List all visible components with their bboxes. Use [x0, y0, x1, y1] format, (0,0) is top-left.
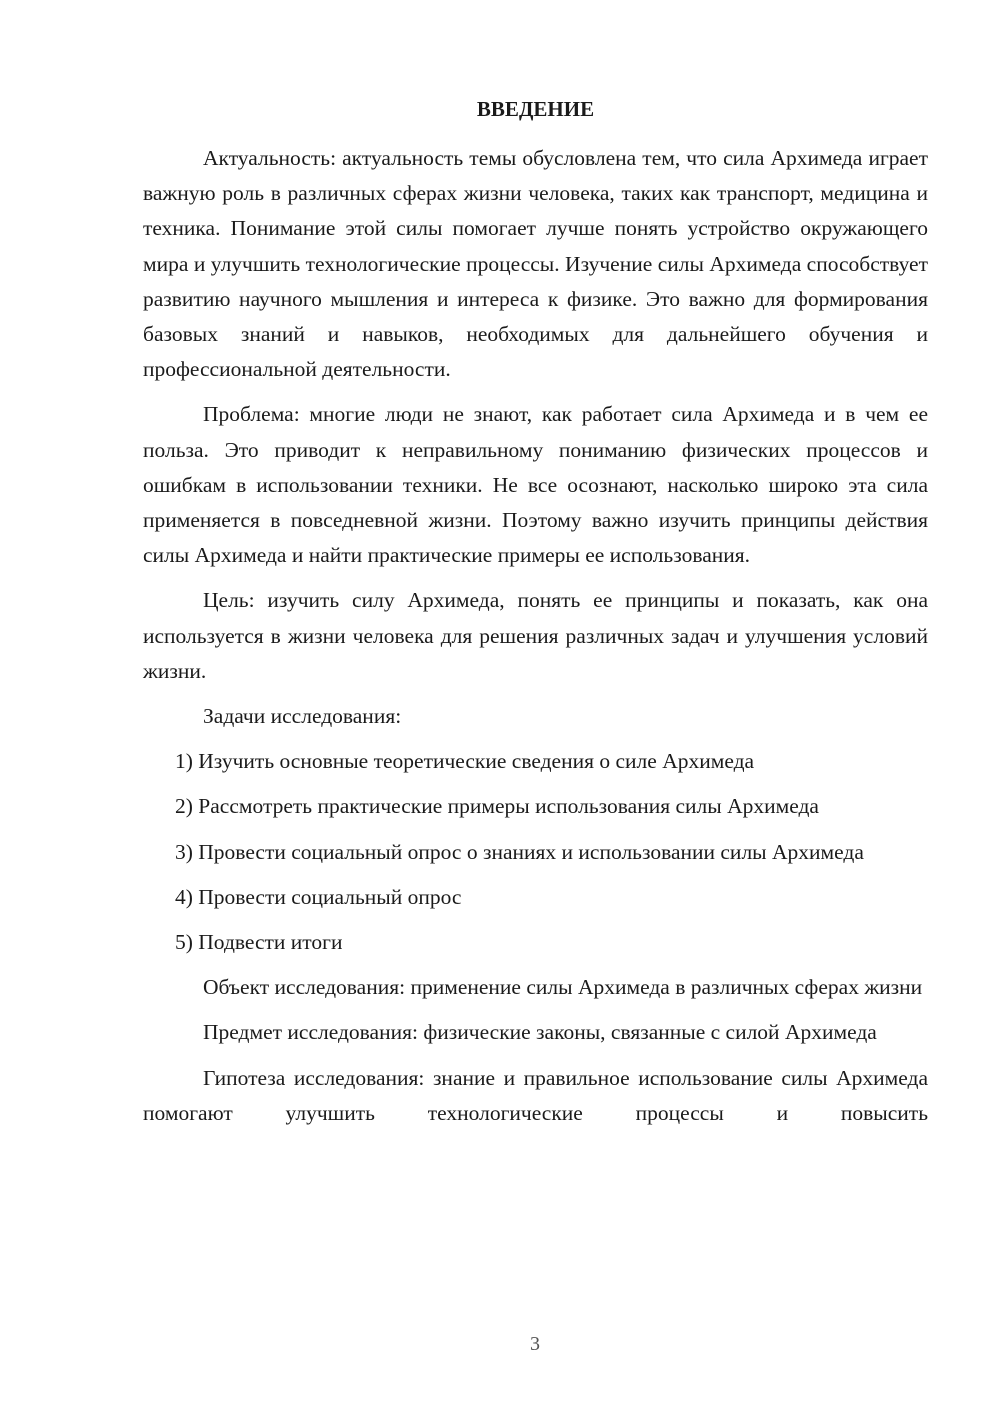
page-content [143, 92, 928, 1141]
problem-paragraph: Проблема: многие люди не знают, как работает сила Архимеда и в чем ее польза. Это приводит к неправильному пониманию физических процессов и ошибкам в использовании техники. Не все осознают, насколько широко эта сила применяется в повседневной жизни. Поэтому важно изучить принципы действия силы Архимеда и найти практические примеры ее использования. [143, 402, 928, 568]
subject-paragraph: Предмет исследования: физические законы, связанные с силой Архимеда [203, 1020, 877, 1045]
task-item: 2) Рассмотреть практические примеры использования силы Архимеда [175, 794, 819, 819]
goal-paragraph: Цель: изучить силу Архимеда, понять ее принципы и показать, как она используется в жизни человека для решения различных задач и улучшения условий жизни. [143, 588, 928, 683]
hypothesis-paragraph: Гипотеза исследования: знание и правильное использование силы Архимеда помогают улучшить технологические процессы и повысить [143, 1065, 928, 1125]
relevance-paragraph: Актуальность: актуальность темы обусловлена тем, что сила Архимеда играет важную роль в различных сферах жизни человека, таких как транспорт, медицина и техника. Понимание этой силы помогает лучше понять устройство окружающего мира и улучшить технологические процессы. Изучение силы Архимеда способствует развитию научного мышления и интереса к физике. Это важно для формирования базовых знаний и навыков, необходимых для дальнейшего обучения и профессиональной деятельности. [143, 146, 928, 382]
task-item: 1) Изучить основные теоретические сведения о силе Архимеда [175, 749, 755, 774]
task-item: 4) Провести социальный опрос [175, 884, 462, 909]
tasks-heading: Задачи исследования: [203, 704, 402, 729]
page-number: 3 [530, 1333, 540, 1355]
section-heading: ВВЕДЕНИЕ [476, 97, 595, 121]
task-item: 3) Провести социальный опрос о знаниях и использовании силы Архимеда [175, 839, 864, 864]
object-paragraph: Объект исследования: применение силы Архимеда в различных сферах жизни [203, 975, 923, 1000]
task-item: 5) Подвести итоги [175, 930, 343, 955]
